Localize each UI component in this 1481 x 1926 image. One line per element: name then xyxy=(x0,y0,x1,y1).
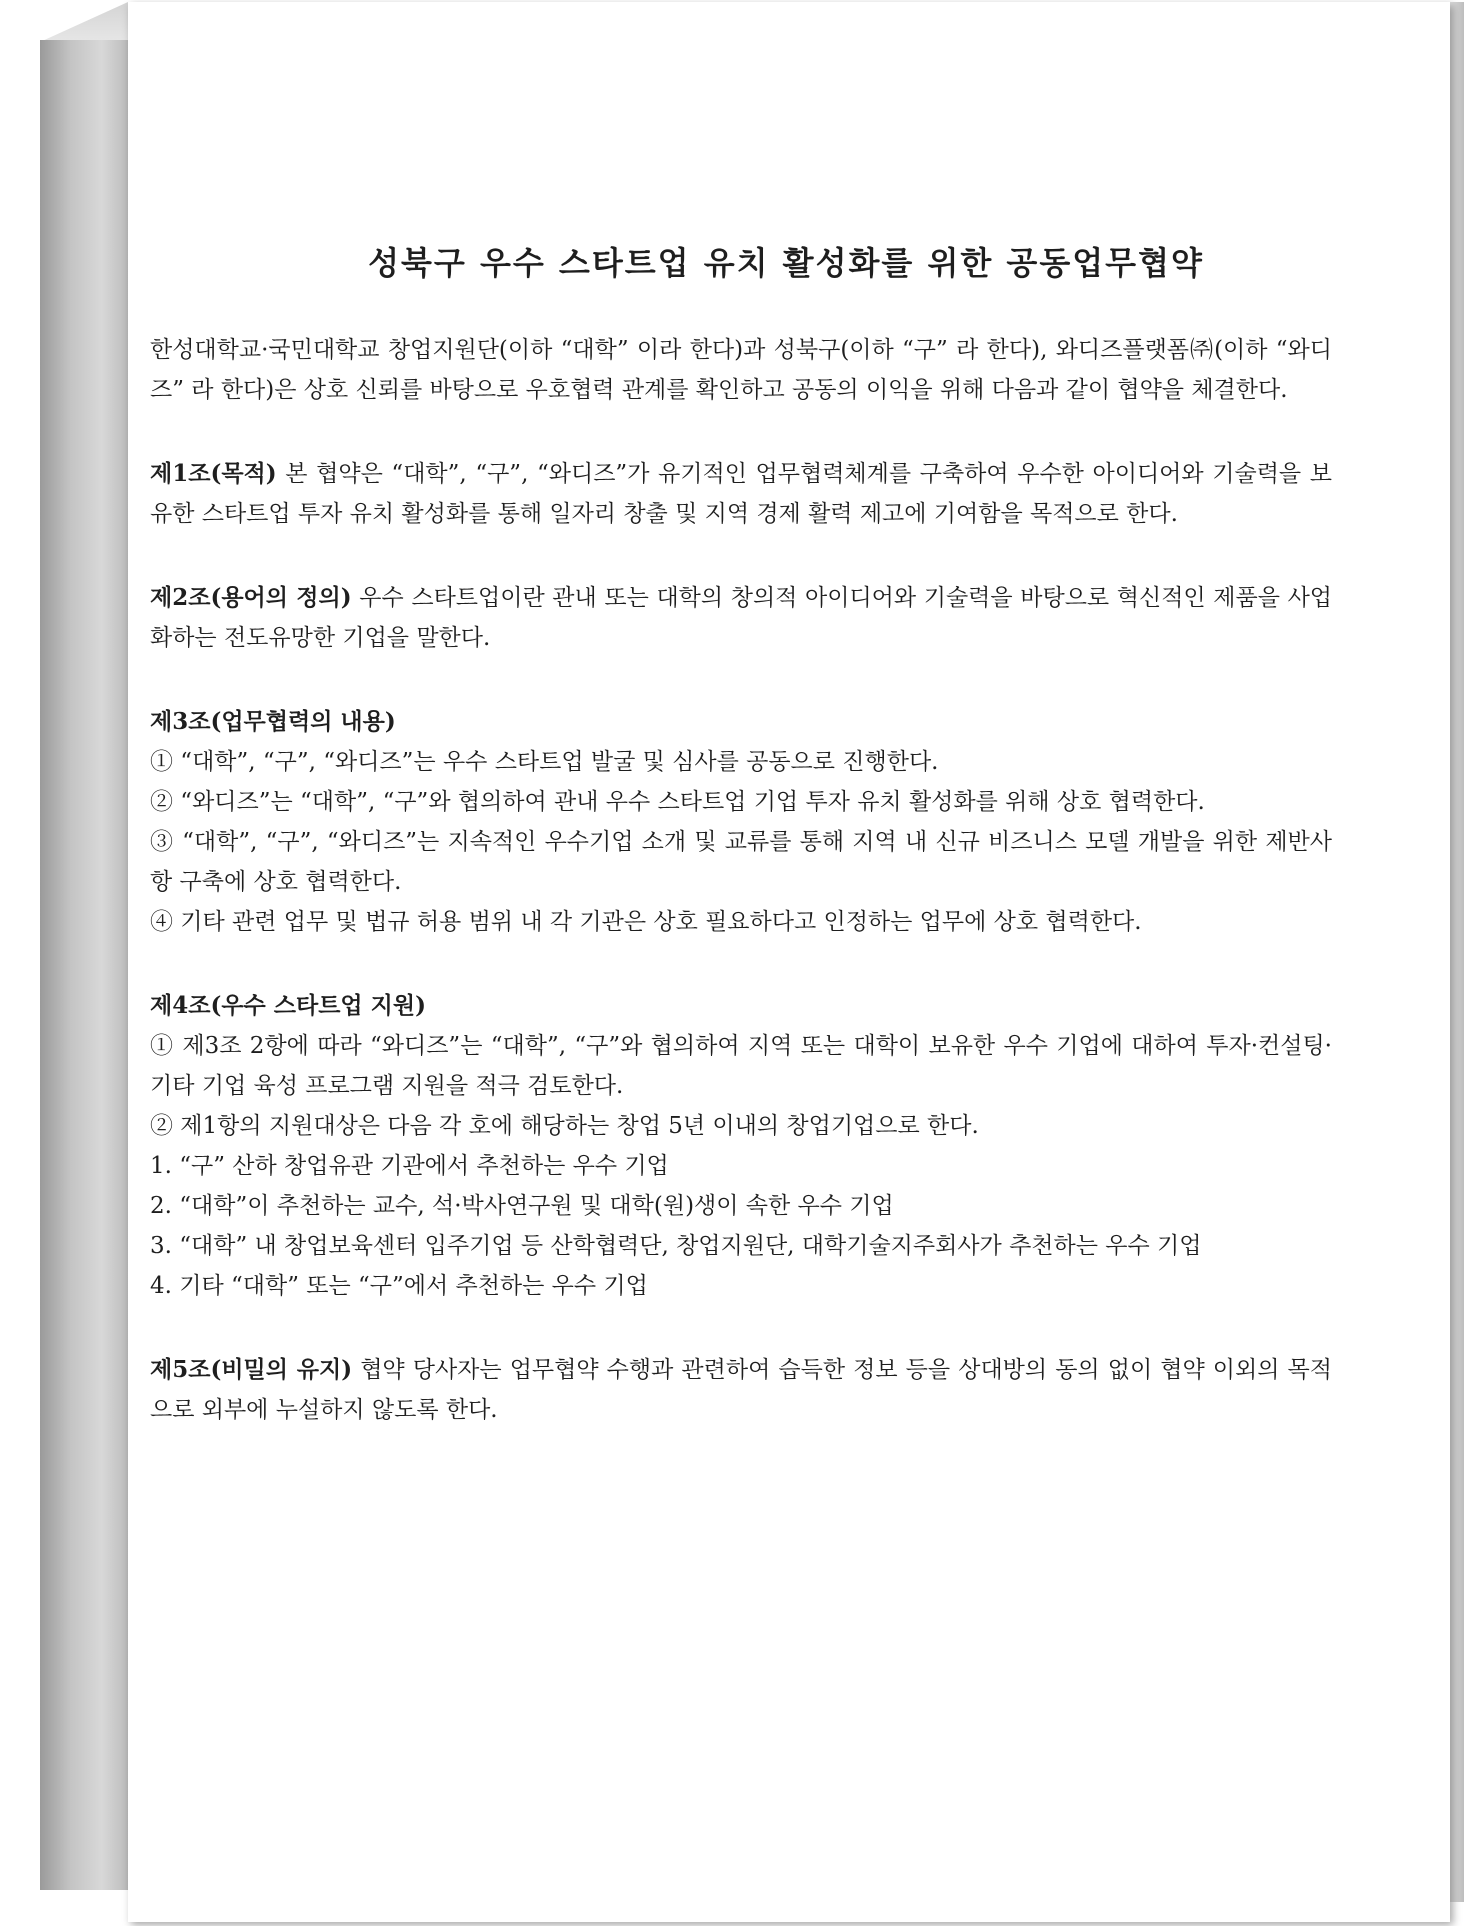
article-3-item: ① “대학”, “구”, “와디즈”는 우수 스타트업 발굴 및 심사를 공동으로 진행한다. xyxy=(150,749,939,775)
page-stack-right xyxy=(1450,2,1464,1902)
document-body xyxy=(150,238,1332,1430)
article-5 xyxy=(150,1350,1332,1430)
article-4-item: ① 제3조 2항에 따라 “와디즈”는 “대학”, “구”와 협의하여 지역 또는 대학이 보유한 우수 기업에 대하여 투자·컨설팅·기타 기업 육성 프로그램 지원을 적극 검토한다. xyxy=(150,1033,1332,1099)
page-stack-edge xyxy=(40,40,128,1890)
article-4-item: ② 제1항의 지원대상은 다음 각 호에 해당하는 창업 5년 이내의 창업기업으로 한다. xyxy=(150,1113,979,1139)
article-3-heading: 제3조(업무협력의 내용) xyxy=(150,708,396,735)
article-4-item: 2. “대학”이 추천하는 교수, 석·박사연구원 및 대학(원)생이 속한 우수 기업 xyxy=(150,1193,894,1219)
article-3-item: ② “와디즈”는 “대학”, “구”와 협의하여 관내 우수 스타트업 기업 투자 유치 활성화를 위해 상호 협력한다. xyxy=(150,789,1205,815)
document-title: 성북구 우수 스타트업 유치 활성화를 위한 공동업무협약 xyxy=(368,244,1204,282)
article-2-heading: 제2조(용어의 정의) xyxy=(150,584,352,611)
article-3-item: ③ “대학”, “구”, “와디즈”는 지속적인 우수기업 소개 및 교류를 통해 지역 내 신규 비즈니스 모델 개발을 위한 제반사항 구축에 상호 협력한다. xyxy=(150,829,1332,895)
article-4-item: 3. “대학” 내 창업보육센터 입주기업 등 산학협력단, 창업지원단, 대학기술지주회사가 추천하는 우수 기업 xyxy=(150,1233,1202,1259)
article-1-text: 본 협약은 “대학”, “구”, “와디즈”가 유기적인 업무협력체계를 구축하여 우수한 아이디어와 기술력을 보유한 스타트업 투자 유치 활성화를 통해 일자리 창출 및 지역 경제 활력 제고에 기여함을 목적으로 한다. xyxy=(150,461,1332,527)
article-2 xyxy=(150,578,1332,658)
preamble: 한성대학교·국민대학교 창업지원단(이하 “대학” 이라 한다)과 성북구(이하 “구” 라 한다), 와디즈플랫폼㈜(이하 “와디즈” 라 한다)은 상호 신뢰를 바탕으로 우호협력 관계를 확인하고 공동의 이익을 위해 다음과 같이 협약을 체결한다. xyxy=(150,337,1332,403)
article-1 xyxy=(150,454,1332,534)
article-5-text: 협약 당사자는 업무협약 수행과 관련하여 습득한 정보 등을 상대방의 동의 없이 협약 이외의 목적으로 외부에 누설하지 않도록 한다. xyxy=(150,1357,1332,1423)
article-4-item: 1. “구” 산하 창업유관 기관에서 추천하는 우수 기업 xyxy=(150,1153,669,1179)
article-4-heading: 제4조(우수 스타트업 지원) xyxy=(150,992,426,1019)
article-1-heading: 제1조(목적) xyxy=(150,460,277,487)
article-4-item: 4. 기타 “대학” 또는 “구”에서 추천하는 우수 기업 xyxy=(150,1273,648,1299)
article-5-heading: 제5조(비밀의 유지) xyxy=(150,1356,353,1383)
article-2-text: 우수 스타트업이란 관내 또는 대학의 창의적 아이디어와 기술력을 바탕으로 혁신적인 제품을 사업화하는 전도유망한 기업을 말한다. xyxy=(150,585,1333,651)
article-3-item: ④ 기타 관련 업무 및 법규 허용 범위 내 각 기관은 상호 필요하다고 인정하는 업무에 상호 협력한다. xyxy=(150,909,1142,935)
